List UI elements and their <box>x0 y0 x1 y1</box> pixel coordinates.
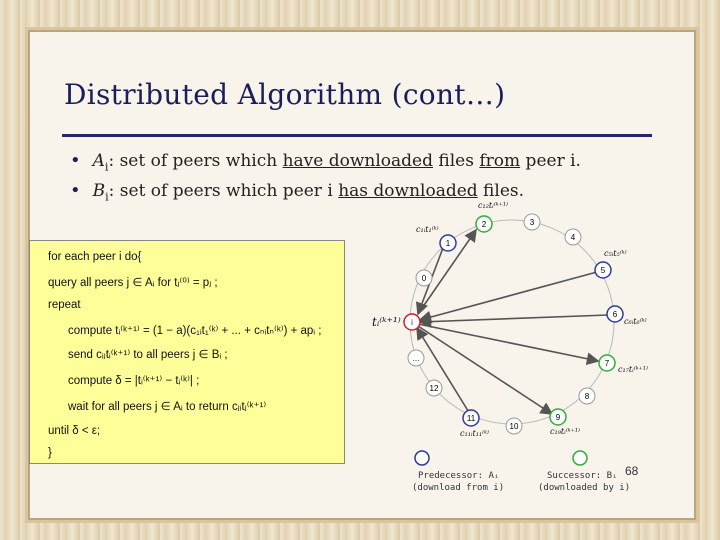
algo-line: wait for all peers j ∈ Aᵢ to return cⱼᵢtⱼ⁽ᵏ⁺¹⁾ <box>68 401 267 413</box>
node-label: 4 <box>570 233 576 242</box>
arrows <box>417 230 608 414</box>
legend-successor: Successor: Bᵢ <box>547 471 618 481</box>
edge-label: c₅ᵢt₅⁽ᵏ⁾ <box>604 249 627 258</box>
bullet-underlined: have downloaded <box>282 151 433 171</box>
bullet-text: peer i. <box>520 151 581 171</box>
algo-line: compute δ = |tᵢ⁽ᵏ⁺¹⁾ − tᵢ⁽ᵏ⁾| ; <box>68 375 200 387</box>
node-self-label: i <box>411 318 413 327</box>
arrow-to-9 <box>418 326 552 414</box>
algo-line: send cᵢⱼtᵢ⁽ᵏ⁺¹⁾ to all peers j ∈ Bᵢ ; <box>68 349 228 361</box>
legend-successor-sub: (downloaded by i) <box>538 483 631 493</box>
node-label: 2 <box>481 220 487 229</box>
arrow-from-6 <box>420 315 608 322</box>
node-label: 6 <box>612 310 618 319</box>
bullet-text: files <box>433 151 480 171</box>
edge-label: c₁₁ᵢt₁₁⁽ᵏ⁾ <box>460 429 489 438</box>
arrow-from-5 <box>420 272 597 320</box>
bullet-var: B <box>92 181 106 201</box>
node-label: 3 <box>529 218 535 227</box>
legend-successor-marker <box>573 451 587 465</box>
bullet-underlined: from <box>479 151 521 171</box>
bullet-var: A <box>92 151 105 171</box>
edge-label: c₁ᵢt₁⁽ᵏ⁾ <box>416 225 439 234</box>
node-label: 11 <box>466 414 476 423</box>
legend-predecessor-marker <box>415 451 429 465</box>
node-label: 1 <box>445 239 451 248</box>
algo-line: repeat <box>48 299 81 311</box>
bullet-underlined: has downloaded <box>338 181 478 201</box>
legend-predecessor: Predecessor: Aᵢ <box>418 471 500 481</box>
edge-label: c₁₇tᵢ⁽ᵏ⁺¹⁾ <box>618 365 648 374</box>
bullet-dot-icon: • <box>70 150 81 171</box>
edge-label: c₁₉tᵢ⁽ᵏ⁺¹⁾ <box>550 427 580 436</box>
node-label: 12 <box>429 384 439 393</box>
node-label: 5 <box>600 266 606 275</box>
node-label: 8 <box>584 392 590 401</box>
bullet-text: : set of peers which peer i <box>108 181 339 201</box>
algo-line: until δ < ε; <box>48 425 101 437</box>
node-label: 10 <box>509 422 519 431</box>
legend-predecessor-sub: (download from i) <box>412 483 505 493</box>
node-label: 0 <box>421 274 427 283</box>
bullet-sub: i <box>105 190 109 204</box>
bullet-dot-icon: • <box>70 180 81 201</box>
node-label: ... <box>412 354 420 363</box>
page-number: 68 <box>625 464 639 478</box>
algorithm-box <box>29 240 345 464</box>
arrow-from-11 <box>417 328 470 414</box>
peer-ring-diagram <box>362 196 662 496</box>
algo-line: for each peer i do{ <box>48 251 142 263</box>
algo-line: } <box>48 447 52 459</box>
bullet-text: : set of peers which <box>108 151 283 171</box>
algo-line: compute tᵢ⁽ᵏ⁺¹⁾ = (1 − a)(c₁ᵢt₁⁽ᵏ⁾ + ... + cₙᵢtₙ⁽ᵏ⁾) + apᵢ ; <box>68 325 322 337</box>
center-value-label: tᵢ⁽ᵏ⁺¹⁾ <box>372 315 401 329</box>
arrow-to-7 <box>418 324 598 361</box>
title-underline <box>62 134 652 137</box>
slide-title: Distributed Algorithm (cont…) <box>64 78 506 111</box>
bullet-text: files. <box>477 181 525 201</box>
algo-line: query all peers j ∈ Aᵢ for tⱼ⁽⁰⁾ = pⱼ ; <box>48 277 218 289</box>
edge-label: c₆ᵢt₆⁽ᵏ⁾ <box>624 317 647 326</box>
node-label: 9 <box>555 413 561 422</box>
bullet-a <box>70 150 581 173</box>
node-label: 7 <box>604 359 610 368</box>
edge-label: c₁₂tᵢ⁽ᵏ⁺¹⁾ <box>478 201 508 210</box>
bullet-sub: i <box>104 160 109 174</box>
